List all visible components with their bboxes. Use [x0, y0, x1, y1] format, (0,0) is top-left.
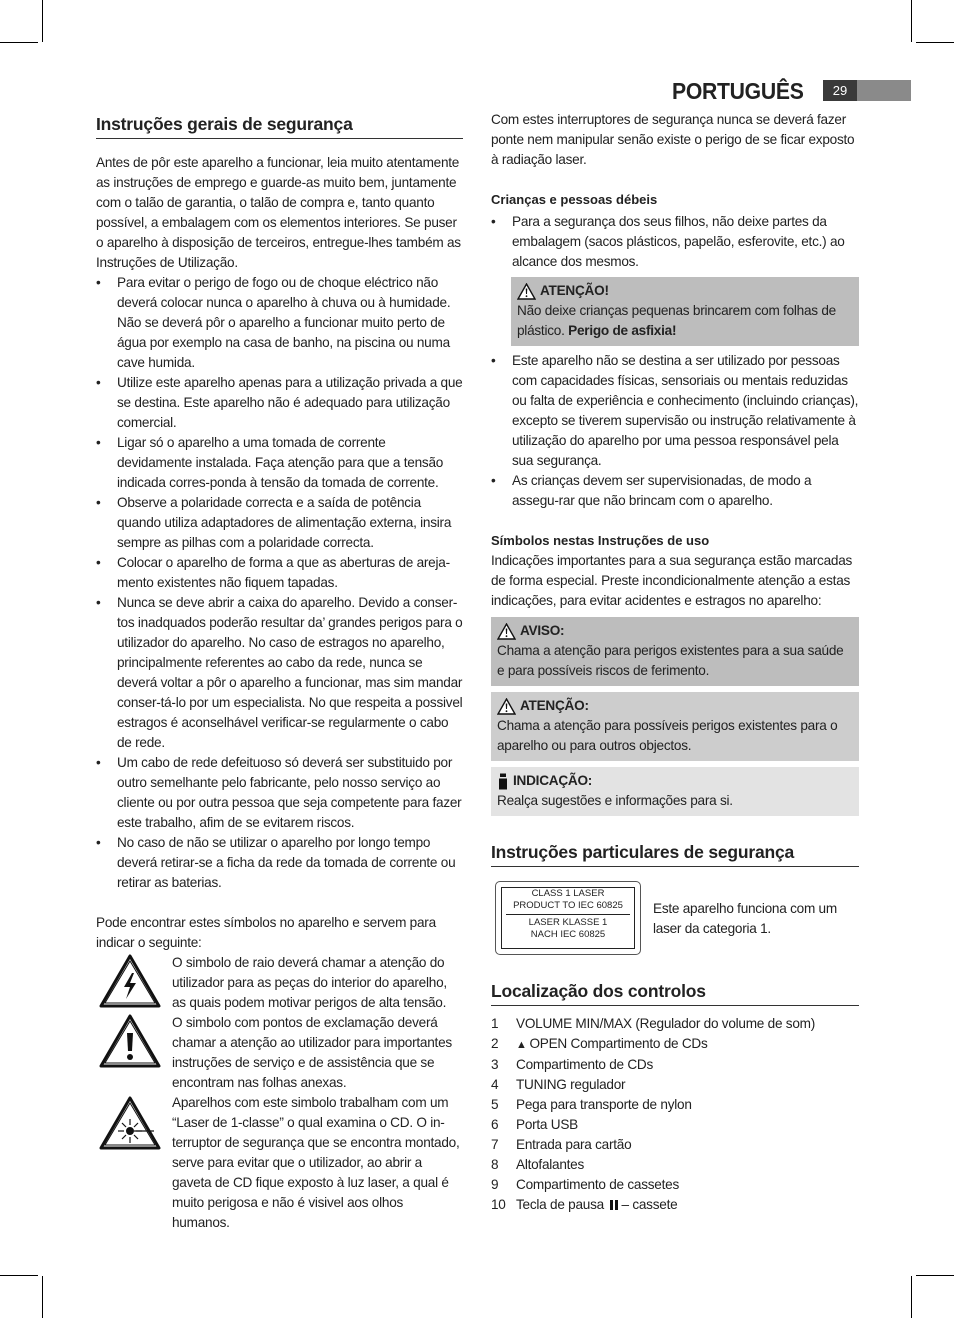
list-item: 7 Entrada para cartão: [491, 1137, 632, 1152]
crop-mark: [0, 42, 38, 43]
list-item: • No caso de não se utilizar o aparelho por longo tempo deverá retirar-se a ficha da rede da tomada de corrente ou retirar as baterias.: [96, 833, 463, 893]
list-item: • Este aparelho não se destina a ser utilizado por pessoas com capacidades físicas, sensoriais ou mentais reduzidas ou falta de experiência e conhecimento (incluindo crianças), excepto se tiverem supervisão ou instrução relativamente à utilização do aparelho por uma pessoa responsável pela sua segurança.: [491, 351, 859, 471]
laser-label-line: PRODUCT TO IEC 60825: [513, 900, 623, 911]
laser-class-label: [495, 881, 641, 955]
list-item: 6 Porta USB: [491, 1117, 578, 1132]
symbol-row-exclamation: [96, 1013, 463, 1093]
children-list-more: [491, 351, 859, 511]
attention-box: [511, 277, 859, 346]
list-item: • Nunca se deve abrir a caixa do aparelho. Devido a conser-tos inadquados poderão resultar da’ grandes perigos para o utilizador do aparelho. No caso de estragos no aparelho, principalmente referentes ao cabo da rede, nunca se deverá voltar a pôr o aparelho a funcionar, mas sim mandar conser-tá-lo por um especialista. No que respeita a possivel estragos é aconselhável verificar-se regularmente o cabo de rede.: [96, 593, 463, 753]
list-item: • Um cabo de rede defeituoso só deverá ser substituido por outro semelhante pelo fabricante, pelo nosso serviço ao cliente ou por outra pessoa que seja competente para fazer este trabalho, afim de se evitarem riscos.: [96, 753, 463, 833]
note-attention: [491, 692, 859, 761]
eject-icon: ▲: [516, 1039, 530, 1051]
laser-warning-icon: [98, 1095, 162, 1157]
safety-switch-text: Com estes interruptores de segurança nunca se deverá fazer ponte nem manipular senão existe o perigo de se ficar exposto à radiação laser.: [491, 112, 855, 167]
crop-mark: [911, 0, 912, 42]
lightning-warning-icon: [98, 953, 162, 1015]
attention-bold: Perigo de asfixia!: [568, 323, 677, 338]
crop-mark: [42, 1276, 43, 1318]
children-list: [491, 212, 859, 272]
symbol-row-lightning: [96, 953, 463, 1013]
warning-triangle-icon: [497, 698, 516, 715]
controls-list: [491, 1014, 859, 1215]
info-icon: [497, 773, 509, 790]
section-title-particular-safety: Instruções particulares de segurança: [491, 840, 859, 867]
list-item: 3 Compartimento de CDs: [491, 1057, 654, 1072]
note-text: Chama a atenção para possíveis perigos existentes para o aparelho ou para outros objectos.: [497, 718, 838, 753]
crop-mark: [916, 1275, 954, 1276]
language-heading: PORTUGUÊS: [672, 78, 804, 104]
list-item: • As crianças devem ser supervisionadas, de modo a assegu-rar que não brincam com o aparelho.: [491, 471, 859, 511]
symbol-text: O simbolo com pontos de exclamação deverá chamar a atenção ao utilizador para importantes instruções de serviço e de assistência que se encontram nas folhas anexas.: [172, 1015, 452, 1090]
list-item: • Observe a polaridade correcta e a saída de potência quando utiliza adaptadores de alimentação externa, insira sempre as pilhas com a polaridade correcta.: [96, 493, 463, 553]
laser-section: [491, 881, 859, 959]
list-item: 8 Altofalantes: [491, 1157, 585, 1172]
symbol-text: Aparelhos com este simbolo trabalham com um “Laser de 1-classe” o qual examina o CD. O in-terruptor de segurança que se encontra montado, serve para evitar que o utilizador, ao abrir a gaveta de CD fique exposto à luz laser, a qual é muito perigosa e não é visivel aos olhos humanos.: [172, 1095, 460, 1230]
pause-icon: [609, 1199, 619, 1210]
attention-text: Não deixe crianças pequenas brincarem com folhas de plástico.: [517, 303, 836, 338]
note-info: [491, 767, 859, 816]
list-item: • Para a segurança dos seus filhos, não deixe partes da embalagem (sacos plásticos, papelão, esferovite, etc.) ao alcance dos mesmos.: [491, 212, 859, 272]
symbols-heading: Símbolos nestas Instruções de uso: [491, 533, 710, 548]
laser-label-line: NACH IEC 60825: [530, 929, 606, 940]
general-safety-list: [96, 273, 463, 893]
laser-label-line: CLASS 1 LASER: [531, 888, 605, 899]
laser-label-line: LASER KLASSE 1: [528, 917, 608, 928]
children-heading: Crianças e pessoas débeis: [491, 192, 658, 207]
section-title-general-safety: Instruções gerais de segurança: [96, 112, 463, 139]
list-item: • Ligar só o aparelho a uma tomada de corrente devidamente instalada. Faça atenção para que a tensão indicada corres-ponda à tensão da tomada de corrente.: [96, 433, 463, 493]
note-text: Chama a atenção para perigos existentes para a sua saúde e para possíveis riscos de ferimento.: [497, 643, 844, 678]
list-item: • Colocar o aparelho de forma a que as aberturas de areja-mento existentes não fiquem tapadas.: [96, 553, 463, 593]
note-warning: [491, 617, 859, 686]
right-column: [491, 110, 859, 1215]
header-bar: [857, 80, 911, 101]
symbol-row-laser: [96, 1093, 463, 1233]
left-column: [96, 112, 463, 1233]
note-title: ATENÇÃO:: [520, 698, 589, 713]
attention-title: ATENÇÃO!: [540, 283, 609, 298]
list-item: 5 Pega para transporte de nylon: [491, 1097, 692, 1112]
section-title-controls: Localização dos controlos: [491, 979, 859, 1006]
note-text: Realça sugestões e informações para si.: [497, 793, 733, 808]
symbols-description: Indicações importantes para a sua segurança estão marcadas de forma especial. Preste incondicionalmente atenção a estas indicações, para evitar acidentes e estragos no aparelho:: [491, 553, 853, 608]
symbol-text: O simbolo de raio deverá chamar a atenção do utilizador para as peças do interior do aparelho, as quais podem motivar perigos de alta tensão.: [172, 955, 447, 1010]
crop-mark: [42, 0, 43, 42]
laser-text: Este aparelho funciona com um laser da categoria 1.: [653, 901, 837, 936]
crop-mark: [911, 1276, 912, 1318]
list-item: 1 VOLUME MIN/MAX (Regulador do volume de som): [491, 1016, 815, 1031]
page-number: 29: [823, 80, 857, 101]
general-safety-intro: Antes de pôr este aparelho a funcionar, leia muito atentamente as instruções de emprego e guarde-as muito bem, juntamente com o talão de garantia, o talão de compra e, tanto quanto possível, a embalagem com os elementos interiores. Se puser o aparelho à disposição de terceiros, entregue-lhes também as Instruções de Utilização.: [96, 155, 461, 270]
exclamation-warning-icon: [98, 1013, 162, 1075]
list-item: 10 Tecla de pausa – cassete: [491, 1197, 678, 1212]
list-item: 9 Compartimento de cassetes: [491, 1177, 679, 1192]
note-title: AVISO:: [520, 623, 565, 638]
list-item: 2 ▲ OPEN Compartimento de CDs: [491, 1036, 708, 1051]
symbols-intro: Pode encontrar estes símbolos no aparelho e servem para indicar o seguinte:: [96, 915, 436, 950]
warning-triangle-icon: [497, 623, 516, 640]
note-title: INDICAÇÃO:: [513, 773, 593, 788]
list-item: • Utilize este aparelho apenas para a utilização privada a que se destina. Este aparelho não é adequado para utilização comercial.: [96, 373, 463, 433]
crop-mark: [916, 42, 954, 43]
list-item: • Para evitar o perigo de fogo ou de choque eléctrico não deverá colocar nunca o aparelho à chuva ou à humidade. Não se deverá pôr o aparelho a funcionar muito perto de água por exemplo na casa de banho, na piscina ou numa cave humida.: [96, 273, 463, 373]
crop-mark: [0, 1275, 38, 1276]
list-item: 4 TUNING regulador: [491, 1077, 626, 1092]
warning-triangle-icon: [517, 283, 536, 300]
